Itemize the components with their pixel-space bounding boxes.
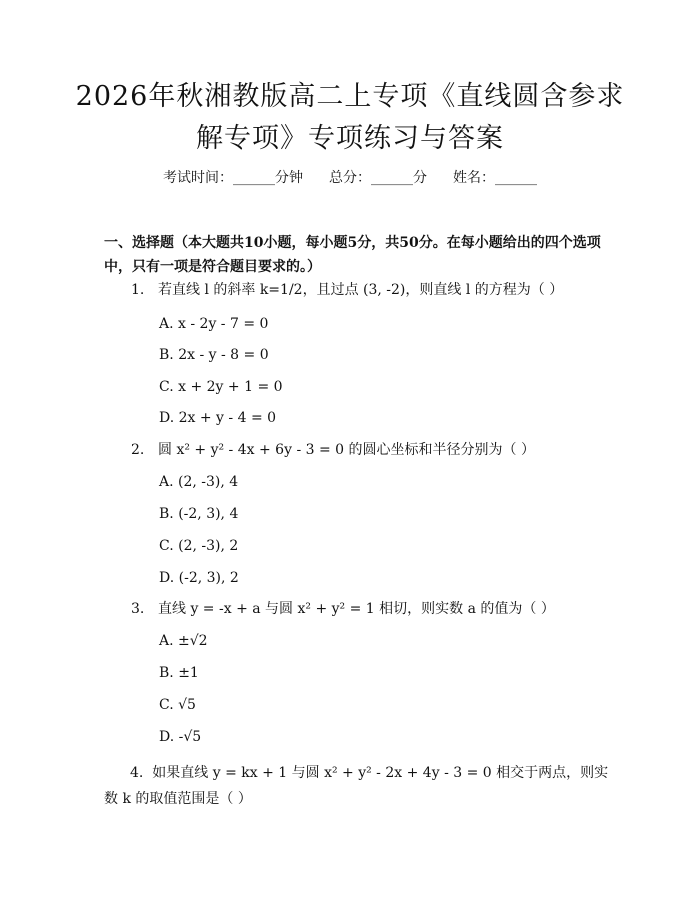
question-text: 如果直线 y = kx + 1 与圆 x² + y² - 2x + 4y - 3 = 0 相交于两点，则实数 k 的取值范围是（ ） xyxy=(104,765,609,807)
exam-time: 考试时间：______分钟 xyxy=(163,170,303,186)
question-number: 2. xyxy=(131,442,145,458)
question-text: 直线 y = -x + a 与圆 x² + y² = 1 相切，则实数 a 的值为（ ） xyxy=(158,601,555,617)
section-heading: 一、选择题（本大题共10小题，每小题5分，共50分。在每小题给出的四个选项中，只有一项是符合题目要求的。） xyxy=(104,235,601,275)
question-text: 若直线 l 的斜率 k=1/2，且过点 (3, -2)，则直线 l 的方程为（ ） xyxy=(158,282,564,298)
title-line-1: 2026年秋湘教版高二上专项《直线圆含参求 xyxy=(75,81,625,112)
option-3d: D. -√5 xyxy=(159,729,202,745)
student-name: 姓名：______ xyxy=(453,170,537,186)
question-number: 3. xyxy=(131,601,145,617)
document-title xyxy=(60,76,640,160)
option-1d: D. 2x + y - 4 = 0 xyxy=(159,410,277,426)
question-number: 1. xyxy=(131,282,145,298)
option-3a: A. ±√2 xyxy=(159,633,208,649)
option-1a: A. x - 2y - 7 = 0 xyxy=(159,316,269,332)
option-2c: C. (2, -3), 2 xyxy=(159,538,239,554)
option-3c: C. √5 xyxy=(159,697,196,713)
option-2a: A. (2, -3), 4 xyxy=(159,474,239,490)
question-4 xyxy=(104,760,614,812)
option-3b: B. ±1 xyxy=(159,665,199,681)
question-number: 4. xyxy=(130,765,144,781)
option-2b: B. (-2, 3), 4 xyxy=(159,506,239,522)
option-1b: B. 2x - y - 8 = 0 xyxy=(159,347,269,363)
question-text: 圆 x² + y² - 4x + 6y - 3 = 0 的圆心坐标和半径分别为（ ） xyxy=(158,442,535,458)
exam-info xyxy=(0,168,700,188)
title-line-2: 解专项》专项练习与答案 xyxy=(196,123,504,154)
option-1c: C. x + 2y + 1 = 0 xyxy=(159,379,283,395)
option-2d: D. (-2, 3), 2 xyxy=(159,570,239,586)
exam-score: 总分：______分 xyxy=(329,170,427,186)
